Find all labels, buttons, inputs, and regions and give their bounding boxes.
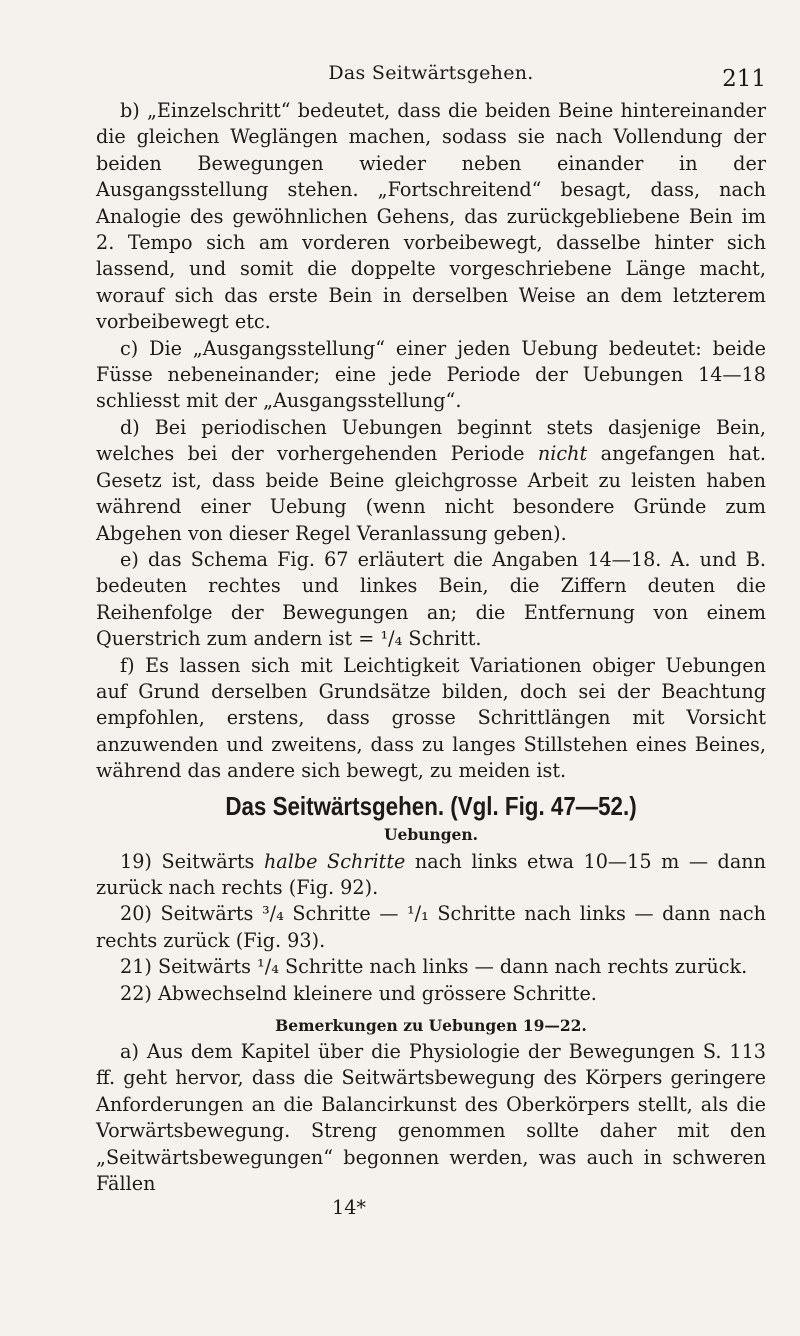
exercise-21: 21) Seitwärts ¹/₄ Schritte nach links — dann nach rechts zurück. [120, 955, 748, 979]
paragraph-d-end: angefangen hat. Gesetz ist, dass beide Beine gleichgrosse Arbeit zu leisten haben während einer Uebung (wenn nicht besondere Gründe zum Abgehen von dieser Regel Veranlassung geben). [96, 442, 766, 545]
page-header [96, 62, 766, 92]
exercise-19-emphasis: halbe Schritte [263, 849, 406, 873]
exercise-22: 22) Abwechselnd kleinere und grössere Schritte. [120, 981, 597, 1005]
paragraph-b: b) „Einzelschritt“ bedeutet, dass die beiden Beine hintereinander die gleichen Weglängen machen, sodass sie nach Vollendung der beiden Bewegungen wieder neben einander in der Ausgangsstellung stehen. „Fortschreitend“ besagt, dass, nach Analogie des gewöhnlichen Gehens, das zurückgebliebene Bein im 2. Tempo sich am vorderen vorbeibewegt, dasselbe hinter sich lassend, und somit die doppelte vorgeschriebene Länge macht, worauf sich das erste Bein in derselben Weise an dem letzterem vorbeibewegt etc. [96, 99, 766, 334]
exercise-19-end: nach links etwa 10—15 m — dann zurück nach rechts (Fig. 92). [96, 849, 766, 899]
exercise-19-start: 19) Seitwärts [120, 849, 264, 873]
exercise-20: 20) Seitwärts ³/₄ Schritte — ¹/₁ Schritte nach links — dann nach rechts zurück (Fig. 93). [96, 902, 766, 952]
exercise-19 [96, 849, 766, 902]
remark-a: a) Aus dem Kapitel über die Physiologie der Bewegungen S. 113 ff. geht hervor, dass die Seitwärtsbewegung des Körpers geringere Anforderungen an die Balancirkunst des Oberkörpers stellt, als die Vorwärtsbewegung. Streng genommen sollte daher mit den „Seitwärtsbewegungen“ begonnen werden, was auch in schweren Fällen [96, 1040, 766, 1196]
paragraph-d-start: d) Bei periodischen Uebungen beginnt stets dasjenige Bein, welches bei der vorhergehenden Periode [96, 415, 766, 466]
paragraph-d-emphasis: nicht [537, 442, 588, 466]
remarks-heading: Bemerkungen zu Uebungen 19—22. [275, 1016, 587, 1035]
page-number: 211 [722, 66, 766, 92]
running-title: Das Seitwärtsgehen. [328, 62, 534, 84]
paragraph-f: f) Es lassen sich mit Leichtigkeit Variationen obiger Uebungen auf Grund derselben Grundsätze bilden, doch sei der Beachtung empfohlen, erstens, dass grosse Schrittlängen mit Vorsicht anzuwenden und zweitens, dass zu langes Stillstehen eines Beines, während das andere sich bewegt, zu meiden ist. [96, 653, 766, 783]
body-text [96, 98, 766, 1219]
paragraph-e: e) das Schema Fig. 67 erläutert die Angaben 14—18. A. und B. bedeuten rechtes und linkes Bein, die Ziffern deuten die Reihenfolge der Bewegungen an; die Entfernung von einem Querstrich zum andern ist = ¹/₄ Schritt. [96, 547, 766, 651]
paragraph-c: c) Die „Ausgangsstellung“ einer jeden Uebung bedeutet: beide Füsse nebeneinander; eine jede Periode der Uebungen 14—18 schliesst mit der „Ausgangsstellung“. [96, 336, 766, 413]
signature-mark: 14* [332, 1196, 367, 1220]
section-heading: Das Seitwärtsgehen. (Vgl. Fig. 47—52.) [225, 790, 637, 821]
paragraph-d [96, 415, 766, 547]
exercises-heading: Uebungen. [383, 824, 479, 844]
